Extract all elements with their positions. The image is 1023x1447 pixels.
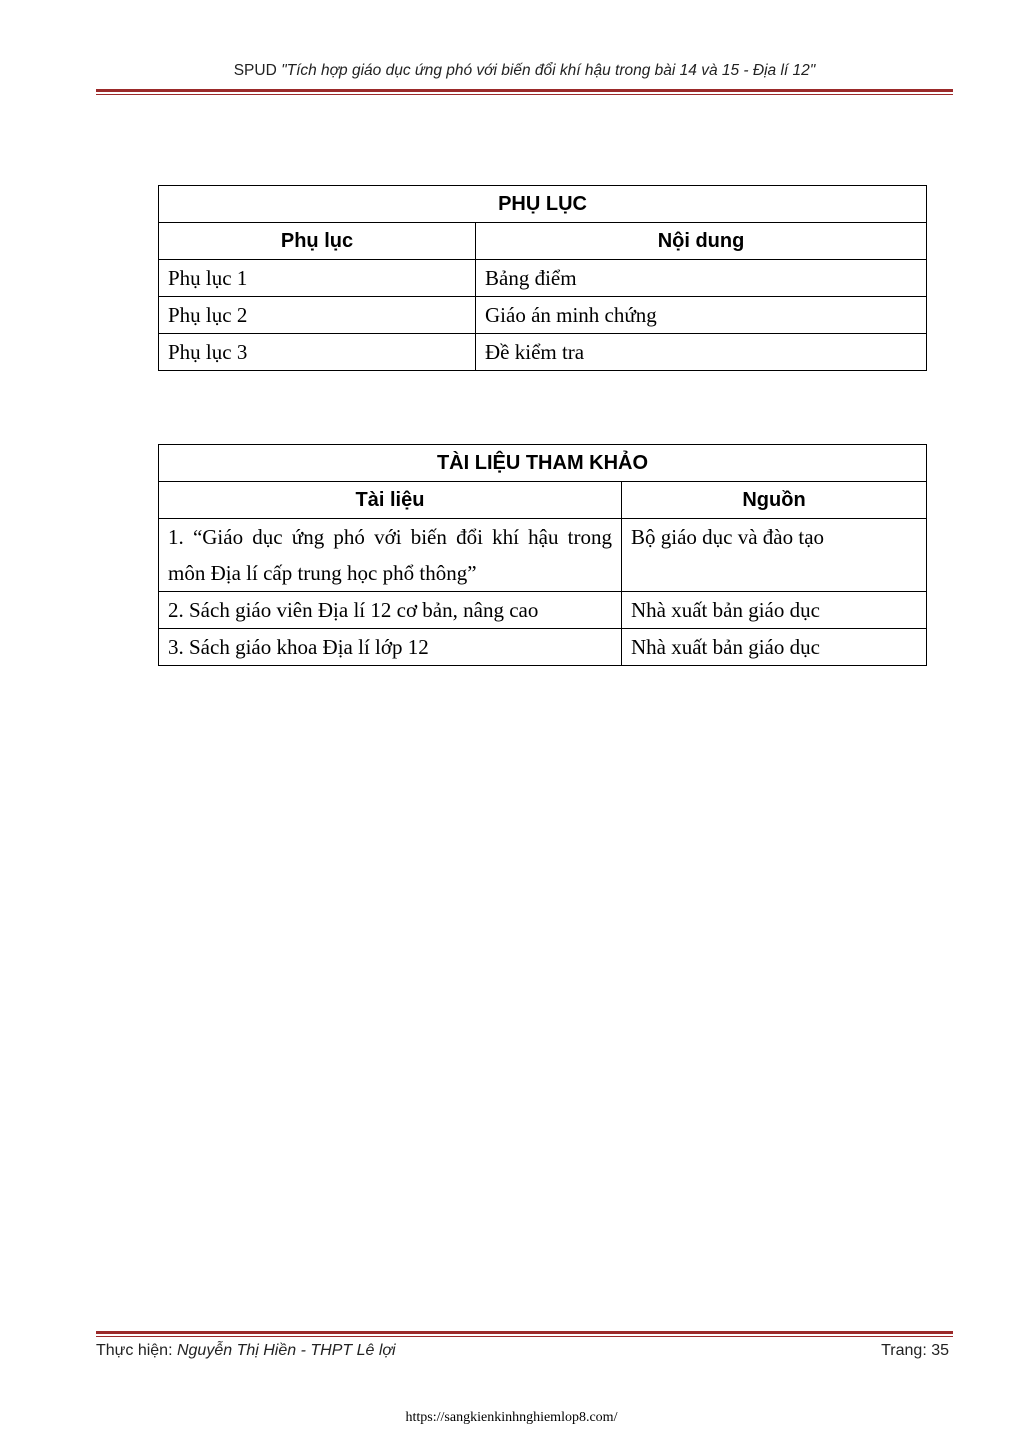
column-header: Nội dung bbox=[476, 223, 927, 260]
column-header: Nguồn bbox=[622, 482, 927, 519]
column-header: Tài liệu bbox=[159, 482, 622, 519]
source-url: https://sangkienkinhnghiemlop8.com/ bbox=[405, 1410, 618, 1425]
header-prefix: SPUD bbox=[233, 62, 282, 79]
table-row bbox=[159, 260, 927, 297]
table-cell: Phụ lục 2 bbox=[159, 297, 476, 334]
table-row bbox=[159, 592, 927, 629]
footer-author bbox=[96, 1342, 396, 1360]
table-cell: 3. Sách giáo khoa Địa lí lớp 12 bbox=[159, 629, 622, 666]
references-table bbox=[158, 444, 927, 666]
header-rule-thick bbox=[96, 89, 953, 92]
references-table-title: TÀI LIỆU THAM KHẢO bbox=[159, 445, 927, 482]
table-cell: Bộ giáo dục và đào tạo bbox=[622, 519, 927, 592]
page-number: Trang: 35 bbox=[881, 1342, 949, 1359]
footer-rule-thick bbox=[96, 1331, 953, 1334]
table-row bbox=[159, 519, 927, 592]
appendix-table-title: PHỤ LỤC bbox=[159, 186, 927, 223]
table-cell: Phụ lục 1 bbox=[159, 260, 476, 297]
table-cell: Giáo án minh chứng bbox=[476, 297, 927, 334]
table-cell: Phụ lục 3 bbox=[159, 334, 476, 371]
table-cell: Nhà xuất bản giáo dục bbox=[622, 592, 927, 629]
table-cell: Nhà xuất bản giáo dục bbox=[622, 629, 927, 666]
table-cell: 1. “Giáo dục ứng phó với biến đổi khí hậu trong môn Địa lí cấp trung học phổ thông” bbox=[159, 519, 622, 592]
table-header-row bbox=[159, 223, 927, 260]
header-title: "Tích hợp giáo dục ứng phó với biến đổi khí hậu trong bài 14 và 15 - Địa lí 12" bbox=[281, 62, 816, 79]
table-cell: 2. Sách giáo viên Địa lí 12 cơ bản, nâng cao bbox=[159, 592, 622, 629]
footer-author-name: Nguyễn Thị Hiền - THPT Lê lợi bbox=[176, 1342, 396, 1359]
table-cell: Bảng điểm bbox=[476, 260, 927, 297]
page-header bbox=[96, 62, 953, 80]
column-header: Phụ lục bbox=[159, 223, 476, 260]
footer-rule-thin bbox=[96, 1336, 953, 1337]
table-row bbox=[159, 629, 927, 666]
appendix-table bbox=[158, 185, 927, 371]
table-row bbox=[159, 297, 927, 334]
footer-label: Thực hiện: bbox=[96, 1342, 177, 1359]
table-cell: Đề kiểm tra bbox=[476, 334, 927, 371]
header-rule-thin bbox=[96, 94, 953, 95]
table-row bbox=[159, 334, 927, 371]
table-header-row bbox=[159, 482, 927, 519]
